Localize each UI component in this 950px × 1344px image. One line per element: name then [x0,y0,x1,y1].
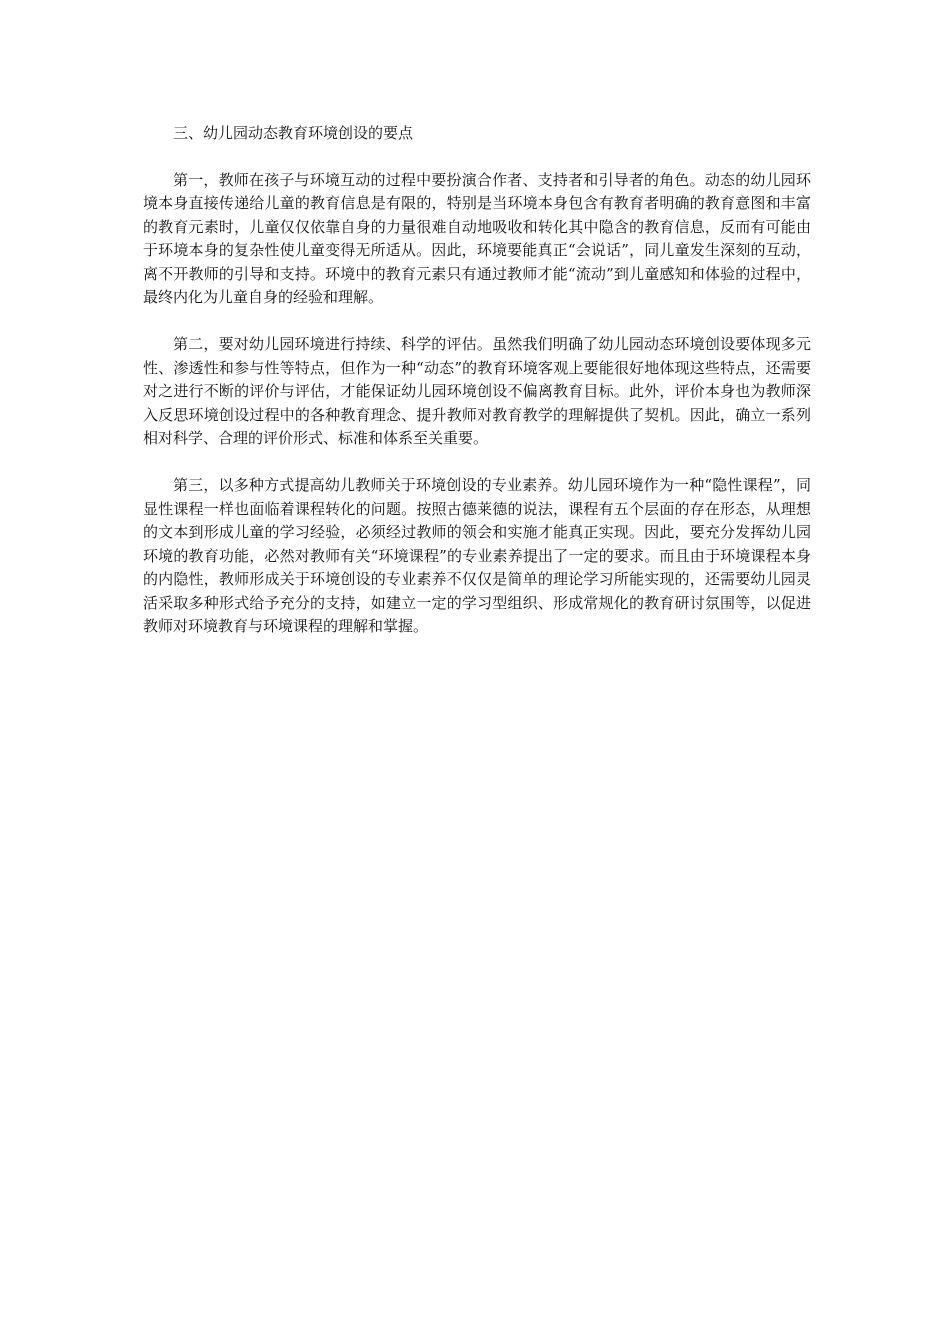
paragraph-third: 第三，以多种方式提高幼儿教师关于环境创设的专业素养。幼儿园环境作为一种“隐性课程”，同显性课程一样也面临着课程转化的问题。按照古德莱德的说法，课程有五个层面的存在形态，从理想的文本到形成儿童的学习经验，必须经过教师的领会和实施才能真正实现。因此，要充分发挥幼儿园环境的教育功能，必然对教师有关“环境课程”的专业素养提出了一定的要求。而且由于环境课程本身的内隐性，教师形成关于环境创设的专业素养不仅仅是简单的理论学习所能实现的，还需要幼儿园灵活采取多种形式给予充分的支持，如建立一定的学习型组织、形成常规化的教育研讨氛围等，以促进教师对环境教育与环境课程的理解和掌握。 [143,476,811,635]
document-body [143,122,811,662]
section-heading: 三、幼儿园动态教育环境创设的要点 [173,124,414,142]
paragraph-first: 第一，教师在孩子与环境互动的过程中要扮演合作者、支持者和引导者的角色。动态的幼儿园环境本身直接传递给儿童的教育信息是有限的，特别是当环境本身包含有教育者明确的教育意图和丰富的教育元素时，儿童仅仅依靠自身的力量很难自动地吸收和转化其中隐含的教育信息，反而有可能由于环境本身的复杂性使儿童变得无所适从。因此，环境要能真正“会说话”，同儿童发生深刻的互动，离不开教师的引导和支持。环境中的教育元素只有通过教师才能“流动”到儿童感知和体验的过程中，最终内化为儿童自身的经验和理解。 [143,170,811,306]
paragraph-second: 第二，要对幼儿园环境进行持续、科学的评估。虽然我们明确了幼儿园动态环境创设要体现多元性、渗透性和参与性等特点，但作为一种“动态”的教育环境客观上要能很好地体现这些特点，还需要对之进行不断的评价与评估，才能保证幼儿园环境创设不偏离教育目标。此外，评价本身也为教师深入反思环境创设过程中的各种教育理念、提升教师对教育教学的理解提供了契机。因此，确立一系列相对科学、合理的评价形式、标准和体系至关重要。 [143,335,811,447]
